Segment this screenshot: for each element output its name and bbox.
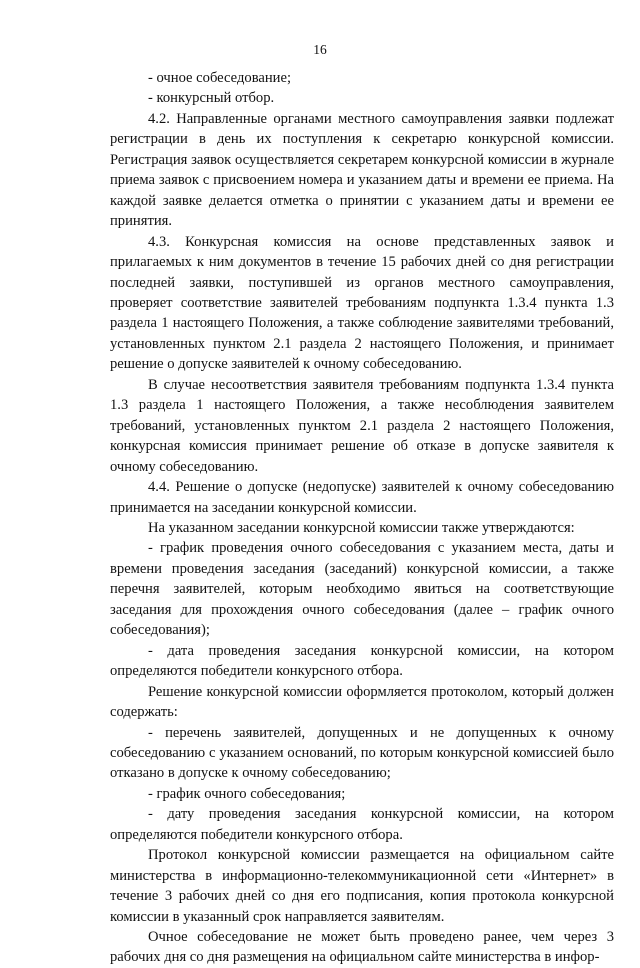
page-number: 16 [313,42,327,57]
paragraph: Решение конкурсной комиссии оформляется протоколом, который должен содержать: [110,683,614,721]
paragraph: На указанном заседании конкурсной комиссии также утверждаются: [148,519,575,536]
paragraph-4-2: 4.2. Направленные органами местного самоуправления заявки подлежат регистрации в день их поступления к секретарю конкурсной комиссии. Регистрация заявок осуществляется секретарем конкурсной комиссии в журнале приема заявок с присвоением номера и указанием даты и времени ее приема. На каждой заявке делается отметка о принятии с указанием даты и времени ее принятия. [110,110,614,230]
paragraph: Очное собеседование не может быть проведено ранее, чем через 3 рабочих дня со дня размещения на официальном сайте министерства в инфор- [110,929,614,966]
list-item: - дата проведения заседания конкурсной комиссии, на котором определяются победители конкурсного отбора. [110,642,614,680]
list-item: - очное собеседование; [148,70,292,86]
list-item: - перечень заявителей, допущенных и не допущенных к очному собеседованию с указанием оснований, по которым конкурсной комиссией было отказано в допуске к очному собеседованию; [110,724,614,782]
document-body [110,68,614,968]
paragraph-4-4: 4.4. Решение о допуске (недопуске) заявителей к очному собеседованию принимается на заседании конкурсной комиссии. [110,479,614,516]
paragraph: Протокол конкурсной комиссии размещается на официальном сайте министерства в информационно-телекоммуникационной сети «Интернет» в течение 3 рабочих дней со дня его подписания, копия протокола конкурсной комиссии в указанный срок направляется заявителям. [110,847,614,925]
list-item: - график проведения очного собеседования с указанием места, даты и времени проведения заседания (заседаний) конкурсной комиссии, а также перечня заявителей, которым необходимо явиться на соответствующие заседания для прохождения очного собеседования (далее – график очного собеседования); [110,540,614,639]
list-item: - конкурсный отбор. [148,90,275,107]
paragraph-4-3: 4.3. Конкурсная комиссия на основе представленных заявок и прилагаемых к ним документов в течение 15 рабочих дней со дня регистрации последней заявки, поступившей из органов местного самоуправления, проверяет соответствие заявителей требованиям подпункта 1.3.4 пункта 1.3 раздела 1 настоящего Положения, а также соблюдение заявителями требований, установленных пунктом 2.1 раздела 2 настоящего Положения, и принимает решение о допуске заявителей к очному собеседованию. [110,233,614,373]
list-item: - график очного собеседования; [148,785,346,802]
paragraph: В случае несоответствия заявителя требованиям подпункта 1.3.4 пункта 1.3 раздела 1 настоящего Положения, а также несоблюдения заявителем требований, установленных пунктом 2.1 раздела 2 настоящего Положения, конкурсная комиссия принимает решение об отказе в допуске заявителя к очному собеседованию. [110,376,614,475]
list-item: - дату проведения заседания конкурсной комиссии, на котором определяются победители конкурсного отбора. [110,806,614,843]
